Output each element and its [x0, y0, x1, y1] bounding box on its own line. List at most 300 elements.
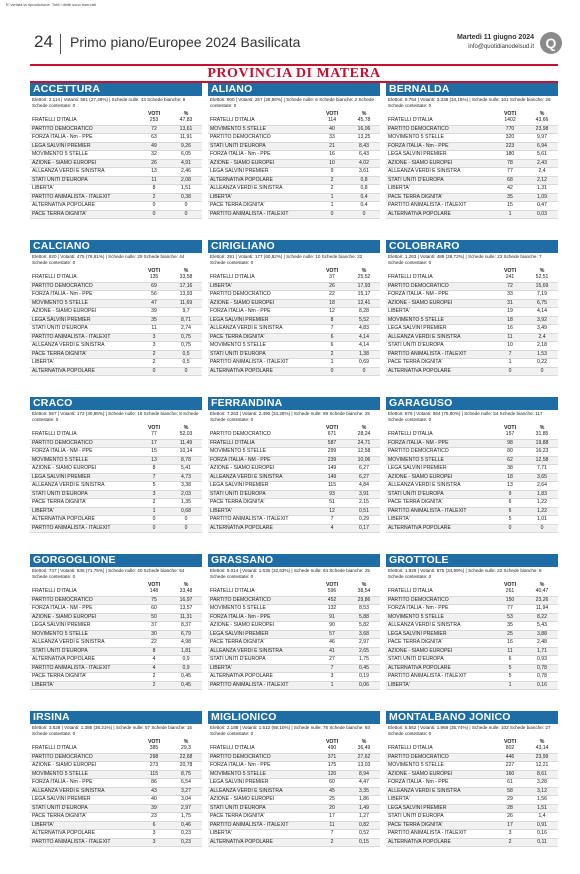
- vote-percent: 0,68: [181, 507, 191, 514]
- vote-count: 6: [508, 499, 512, 505]
- municipality-name: MONTALBANO JONICO: [386, 711, 558, 724]
- vote-percent: 23,26: [535, 596, 549, 603]
- table-row: [386, 325, 558, 334]
- vote-percent: 4,98: [181, 639, 191, 645]
- vote-percent: 3,92: [537, 316, 547, 323]
- party-name: ALTERNATIVA POPOLARE: [388, 367, 451, 374]
- vote-percent: 1,51: [537, 804, 547, 811]
- table-row: [386, 143, 558, 152]
- party-name: LIBERTA': [32, 821, 54, 828]
- municipality-card: [386, 711, 558, 866]
- vote-count: 40: [151, 796, 157, 802]
- party-name: ALLEANZA VERDI E SINISTRA: [32, 168, 105, 174]
- vote-count: 13: [507, 482, 513, 488]
- party-name: FORZA ITALIA - NM - PPE: [32, 448, 93, 454]
- party-name: PACE TERRA DIGNITA': [32, 673, 87, 679]
- vote-percent: 0,69: [359, 359, 369, 365]
- votes-column-header: VOTI: [147, 582, 161, 588]
- table-row: [30, 431, 202, 440]
- vote-percent: 12,58: [357, 448, 371, 454]
- vote-count: 11: [151, 325, 157, 331]
- party-name: ALTERNATIVA POPOLARE: [32, 367, 95, 374]
- percent-column-header: %: [183, 425, 189, 431]
- vote-count: 57: [329, 630, 335, 637]
- vote-count: 3: [152, 490, 156, 497]
- vote-count: 41: [329, 647, 335, 654]
- vote-percent: 0,47: [537, 202, 547, 208]
- vote-percent: 13,03: [357, 762, 371, 768]
- table-row: [208, 351, 380, 360]
- table-row: [386, 151, 558, 160]
- vote-percent: 45,78: [357, 117, 371, 123]
- party-name: AZIONE - SIAMO EUROPEI: [210, 465, 275, 471]
- turnout-info: Elettori: 291 | Votanti: 177 (60,82%) | Schede nulle: 10 Schede bianche: 22 Schede contestate: 0: [210, 254, 363, 266]
- vote-count: 2: [330, 838, 334, 845]
- party-name: PARTITO DEMOCRATICO: [388, 753, 449, 760]
- party-name: PARTITO ANIMALISTA - ITALEXIT: [32, 838, 111, 845]
- party-name: LEGA SALVINI PREMIER: [388, 804, 447, 811]
- votes-column-header: VOTI: [147, 111, 161, 117]
- table-row: [30, 516, 202, 525]
- vote-count: 0: [508, 367, 512, 374]
- vote-count: 3: [152, 838, 156, 845]
- vote-count: 0: [330, 210, 334, 217]
- vote-percent: 15,69: [535, 282, 549, 289]
- table-row: [30, 482, 202, 491]
- table-row: [208, 325, 380, 334]
- percent-column-header: %: [361, 582, 367, 588]
- party-name: AZIONE - SIAMO EUROPEI: [388, 770, 453, 777]
- vote-percent: 0,51: [359, 507, 369, 514]
- vote-percent: 0,11: [537, 838, 547, 845]
- party-name: MOVIMENTO 5 STELLE: [388, 134, 444, 140]
- vote-percent: 4,91: [181, 159, 191, 166]
- page-number: 24: [34, 32, 53, 51]
- table-row: [386, 300, 558, 309]
- table-row: [30, 211, 202, 220]
- table-row: [208, 368, 380, 377]
- table-row: [208, 317, 380, 326]
- vote-count: 10: [507, 342, 513, 348]
- vote-count: 7: [152, 473, 156, 480]
- vote-percent: 0,06: [359, 681, 369, 688]
- table-row: [208, 211, 380, 220]
- party-name: PACE TERRA DIGNITA': [388, 193, 443, 200]
- municipality-name: GORGOGLIONE: [30, 554, 202, 567]
- vote-percent: 17,93: [357, 282, 371, 289]
- vote-count: 77: [151, 431, 157, 437]
- vote-percent: 0,93: [537, 656, 547, 662]
- municipality-name: COLOBRARO: [386, 240, 558, 253]
- vote-percent: 3,91: [359, 490, 369, 497]
- vote-percent: 4,47: [359, 779, 369, 785]
- table-row: [386, 745, 558, 754]
- table-row: [386, 474, 558, 483]
- vote-count: 60: [329, 779, 335, 785]
- party-name: AZIONE - SIAMO EUROPEI: [210, 796, 275, 802]
- table-row: [30, 168, 202, 177]
- table-row: [208, 805, 380, 814]
- table-row: [30, 771, 202, 780]
- vote-percent: 9,97: [537, 134, 547, 140]
- party-name: LIBERTA': [32, 507, 54, 514]
- table-row: [208, 465, 380, 474]
- table-row: [30, 317, 202, 326]
- vote-count: 6: [508, 507, 512, 514]
- votes-column-header: VOTI: [503, 739, 517, 745]
- party-name: PACE TERRA DIGNITA': [210, 813, 265, 819]
- vote-percent: 22,68: [179, 753, 193, 760]
- table-row: [386, 448, 558, 457]
- party-name: ALLEANZA VERDI E SINISTRA: [32, 639, 105, 645]
- party-name: AZIONE - SIAMO EUROPEI: [32, 159, 97, 166]
- party-name: STATI UNITI D'EUROPA: [210, 142, 266, 149]
- vote-count: 12: [329, 507, 335, 514]
- table-row: [386, 194, 558, 203]
- section-title: Primo piano/Europee 2024 Basilicata: [70, 34, 301, 50]
- vote-count: 29: [507, 796, 513, 802]
- vote-percent: 43,66: [535, 117, 549, 123]
- vote-percent: 1,71: [537, 647, 547, 654]
- party-name: STATI UNITI D'EUROPA: [32, 176, 88, 183]
- newspaper-logo-icon: Q: [540, 32, 562, 54]
- vote-percent: 1,27: [359, 813, 369, 819]
- vote-percent: 2,48: [537, 639, 547, 645]
- table-row: [30, 614, 202, 623]
- party-name: PARTITO ANIMALISTA - ITALEXIT: [388, 350, 467, 357]
- table-row: [30, 474, 202, 483]
- vote-count: 69: [151, 282, 157, 289]
- vote-percent: 16,23: [535, 448, 549, 454]
- party-name: LIBERTA': [210, 193, 232, 200]
- party-name: FRATELLI D'ITALIA: [210, 117, 255, 123]
- table-row: [386, 830, 558, 839]
- vote-count: 371: [327, 753, 337, 760]
- vote-percent: 3,38: [181, 482, 191, 488]
- vote-percent: 2,65: [359, 647, 369, 654]
- table-row: [30, 283, 202, 292]
- turnout-info: Elettori: 900 | Votanti: 257 (28,56%) | Schede nulle: 6 Schede bianche: 2 Schede contestate: 0: [210, 97, 375, 109]
- party-name: PACE TERRA DIGNITA': [32, 350, 87, 357]
- party-name: PARTITO DEMOCRATICO: [210, 431, 271, 437]
- party-name: LEGA SALVINI PREMIER: [388, 630, 447, 637]
- table-row: [386, 491, 558, 500]
- table-row: [386, 822, 558, 831]
- vote-percent: 7,19: [537, 291, 547, 297]
- vote-count: 10: [329, 159, 335, 166]
- vote-count: 2: [152, 193, 156, 200]
- table-row: [386, 126, 558, 135]
- table-row: [386, 160, 558, 169]
- table-row: [208, 143, 380, 152]
- party-name: PACE TERRA DIGNITA': [388, 639, 443, 645]
- vote-count: 11: [507, 647, 513, 654]
- vote-percent: 2,4: [538, 333, 546, 340]
- results-table: [208, 745, 380, 847]
- table-row: [208, 334, 380, 343]
- vote-percent: 29,86: [357, 596, 371, 603]
- vote-percent: 1,56: [537, 796, 547, 802]
- table-row: [208, 656, 380, 665]
- vote-percent: 2,18: [537, 342, 547, 348]
- vote-count: 160: [505, 770, 515, 777]
- table-row: [30, 143, 202, 152]
- vote-count: 25: [329, 796, 335, 802]
- vote-percent: 13,93: [179, 291, 193, 297]
- party-name: MOVIMENTO 5 STELLE: [210, 605, 266, 611]
- vote-percent: 19,88: [535, 439, 549, 446]
- table-row: [30, 656, 202, 665]
- table-row: [386, 185, 558, 194]
- table-row: [208, 822, 380, 831]
- vote-count: 253: [149, 117, 159, 123]
- table-row: [208, 516, 380, 525]
- vote-percent: 3,68: [359, 630, 369, 637]
- vote-percent: 0,8: [360, 185, 368, 191]
- vote-percent: 0: [362, 210, 366, 217]
- vote-percent: 4,73: [181, 473, 191, 480]
- table-row: [208, 508, 380, 517]
- vote-count: 37: [151, 622, 157, 628]
- vote-count: 320: [505, 134, 515, 140]
- results-table: [30, 431, 202, 533]
- party-name: ALLEANZA VERDI E SINISTRA: [388, 622, 461, 628]
- vote-percent: 0,19: [359, 673, 369, 679]
- vote-percent: 0,03: [537, 210, 547, 217]
- vote-percent: 9,7: [182, 308, 190, 314]
- vote-percent: 12,41: [357, 299, 371, 306]
- party-name: FORZA ITALIA - Nm - PPE: [388, 605, 449, 611]
- percent-column-header: %: [361, 425, 367, 431]
- table-row: [30, 813, 202, 822]
- percent-column-header: %: [539, 739, 545, 745]
- municipality-name: GROTTOLE: [386, 554, 558, 567]
- table-row: [208, 597, 380, 606]
- table-row: [208, 622, 380, 631]
- vote-count: 1: [508, 681, 512, 688]
- percent-column-header: %: [539, 268, 545, 274]
- table-row: [208, 648, 380, 657]
- vote-count: 91: [329, 613, 335, 620]
- vote-count: 11: [507, 333, 513, 340]
- party-name: PACE TERRA DIGNITA': [32, 499, 87, 505]
- vote-count: 7: [330, 830, 334, 836]
- municipality-card: [208, 554, 380, 709]
- table-row: [386, 813, 558, 822]
- party-name: FRATELLI D'ITALIA: [32, 274, 77, 280]
- vote-percent: 13,57: [179, 605, 193, 611]
- party-name: FRATELLI D'ITALIA: [32, 588, 77, 594]
- vote-count: 8: [152, 647, 156, 654]
- vote-percent: 0: [540, 367, 544, 374]
- vote-count: 86: [151, 779, 157, 785]
- vote-percent: 1,22: [537, 507, 547, 514]
- vote-percent: 0,52: [359, 830, 369, 836]
- party-name: ALTERNATIVA POPOLARE: [388, 838, 451, 845]
- table-row: [30, 351, 202, 360]
- table-row: [208, 813, 380, 822]
- party-name: PACE TERRA DIGNITA': [210, 639, 265, 645]
- municipality-card: [386, 397, 558, 552]
- vote-percent: 5,82: [359, 622, 369, 628]
- votes-column-header: VOTI: [147, 739, 161, 745]
- vote-count: 1: [330, 359, 334, 365]
- vote-count: 149: [327, 465, 337, 471]
- vote-count: 2: [152, 359, 156, 365]
- table-row: [208, 631, 380, 640]
- vote-percent: 1,4: [538, 813, 546, 819]
- vote-count: 35: [151, 316, 157, 323]
- vote-count: 38: [507, 465, 513, 471]
- vote-percent: 0,4: [360, 202, 368, 208]
- vote-percent: 0,8: [360, 176, 368, 183]
- party-name: LEGA SALVINI PREMIER: [210, 316, 269, 323]
- vote-percent: 1,53: [537, 350, 547, 357]
- party-name: PARTITO DEMOCRATICO: [388, 282, 449, 289]
- vote-percent: 23,98: [535, 125, 549, 132]
- vote-percent: 1,01: [537, 516, 547, 522]
- table-row: [30, 788, 202, 797]
- votes-column-header: VOTI: [325, 739, 339, 745]
- table-row: [208, 117, 380, 126]
- vote-count: 2: [152, 350, 156, 357]
- table-row: [386, 202, 558, 211]
- municipality-name: MIGLIONICO: [208, 711, 380, 724]
- table-row: [386, 499, 558, 508]
- table-row: [30, 745, 202, 754]
- party-name: FRATELLI D'ITALIA: [32, 117, 77, 123]
- vote-count: 3: [508, 830, 512, 836]
- table-row: [208, 134, 380, 143]
- party-name: PARTITO DEMOCRATICO: [32, 753, 93, 760]
- table-row: [386, 796, 558, 805]
- vote-percent: 6,75: [537, 299, 547, 306]
- vote-percent: 4,14: [359, 333, 369, 340]
- vote-count: 42: [507, 185, 513, 191]
- vote-percent: 0,22: [537, 359, 547, 365]
- results-table: [386, 117, 558, 219]
- table-row: [208, 779, 380, 788]
- turnout-info: Elettori: 620 | Votanti: 475 (76,61%) | Schede nulle: 29 Schede bianche: 44 Schede contestate: 0: [32, 254, 185, 266]
- turnout-info: Elettori: 7.263 | Votanti: 2.490 (34,28%) | Schede nulle: 89 Schede bianche: 25 Schede contestate: 0: [210, 411, 370, 423]
- vote-count: 115: [327, 482, 337, 488]
- party-name: ALLEANZA VERDI E SINISTRA: [210, 473, 283, 480]
- table-row: [30, 682, 202, 691]
- vote-percent: 2,15: [359, 499, 369, 505]
- results-table: [30, 117, 202, 219]
- party-name: PACE TERRA DIGNITA': [32, 210, 87, 217]
- votes-column-header: VOTI: [325, 268, 339, 274]
- table-row: [208, 754, 380, 763]
- vote-count: 227: [505, 762, 515, 768]
- party-name: LIBERTA': [388, 308, 410, 314]
- table-row: [386, 368, 558, 377]
- percent-column-header: %: [539, 425, 545, 431]
- table-row: [30, 160, 202, 169]
- vote-count: 11: [329, 821, 335, 828]
- municipality-name: ACCETTURA: [30, 83, 202, 96]
- vote-count: 15: [151, 448, 157, 454]
- vote-count: 50: [151, 613, 157, 620]
- party-name: LEGA SALVINI PREMIER: [32, 142, 91, 149]
- table-row: [30, 117, 202, 126]
- table-row: [208, 771, 380, 780]
- vote-count: 149: [327, 473, 337, 480]
- table-row: [208, 274, 380, 283]
- vote-count: 32: [151, 151, 157, 157]
- party-name: FORZA ITALIA - NM - PPE: [210, 456, 271, 463]
- party-name: LEGA SALVINI PREMIER: [32, 622, 91, 628]
- municipality-name: BERNALDA: [386, 83, 558, 96]
- vote-count: 72: [151, 125, 157, 132]
- vote-count: 0: [508, 524, 512, 531]
- party-name: AZIONE - SIAMO EUROPEI: [388, 647, 453, 654]
- vote-percent: 0,15: [359, 838, 369, 845]
- vote-count: 6: [330, 333, 334, 340]
- party-name: PARTITO DEMOCRATICO: [210, 596, 271, 603]
- vote-count: 587: [327, 439, 337, 446]
- table-row: [386, 648, 558, 657]
- vote-percent: 12,21: [535, 762, 549, 768]
- table-row: [30, 134, 202, 143]
- party-name: ALLEANZA VERDI E SINISTRA: [210, 647, 283, 654]
- vote-percent: 1,75: [181, 813, 191, 819]
- vote-percent: 10,06: [357, 456, 371, 463]
- vote-percent: 3,88: [537, 630, 547, 637]
- party-name: ALTERNATIVA POPOLARE: [210, 838, 273, 845]
- vote-percent: 6,79: [181, 630, 191, 637]
- table-row: [386, 762, 558, 771]
- turnout-info: Elettori: 5.014 | Votanti: 1.636 (32,63%) | Schede nulle: 64 Schede bianche: 25 Schede contestate: 0: [210, 568, 370, 580]
- vote-percent: 2,08: [181, 176, 191, 183]
- vote-percent: 5,52: [359, 316, 369, 323]
- turnout-info: Elettori: 5.562 | Votanti: 1.968 (35,74%) | Schede nulle: 102 Schede bianche: 27 Schede contestate: 0: [388, 725, 551, 737]
- table-row: [208, 440, 380, 449]
- municipality-card: [30, 554, 202, 709]
- vote-count: 115: [149, 770, 159, 777]
- party-name: ALLEANZA VERDI E SINISTRA: [210, 787, 283, 794]
- vote-percent: 25,52: [357, 274, 371, 280]
- vote-percent: 8,94: [359, 770, 369, 777]
- vote-percent: 0,23: [181, 838, 191, 845]
- table-row: [386, 588, 558, 597]
- vote-count: 17: [329, 813, 335, 819]
- vote-count: 261: [505, 588, 515, 594]
- party-name: LEGA SALVINI PREMIER: [388, 465, 447, 471]
- party-name: LEGA SALVINI PREMIER: [210, 482, 269, 488]
- vote-percent: 3,35: [359, 787, 369, 794]
- party-name: PARTITO DEMOCRATICO: [210, 753, 271, 760]
- vote-count: 5: [508, 516, 512, 522]
- vote-percent: 11,91: [179, 134, 193, 140]
- vote-percent: 0,91: [537, 821, 547, 828]
- table-row: [386, 639, 558, 648]
- vote-percent: 1,83: [537, 490, 547, 497]
- vote-count: 1: [330, 681, 334, 688]
- vote-count: 77: [507, 168, 513, 174]
- table-row: [208, 160, 380, 169]
- votes-column-header: VOTI: [325, 111, 339, 117]
- municipality-card: [386, 83, 558, 238]
- turnout-info: Elettori: 557 | Votanti: 172 (30,88%) | Schede nulle: 16 Schede bianche: 8 Schede contestate: 0: [32, 411, 199, 423]
- vote-count: 9: [330, 168, 334, 174]
- percent-column-header: %: [361, 739, 367, 745]
- party-name: LEGA SALVINI PREMIER: [32, 473, 91, 480]
- vote-percent: 0,5: [182, 359, 190, 365]
- table-row: [30, 673, 202, 682]
- vote-percent: 17,16: [179, 282, 193, 289]
- vote-percent: 1,86: [359, 796, 369, 802]
